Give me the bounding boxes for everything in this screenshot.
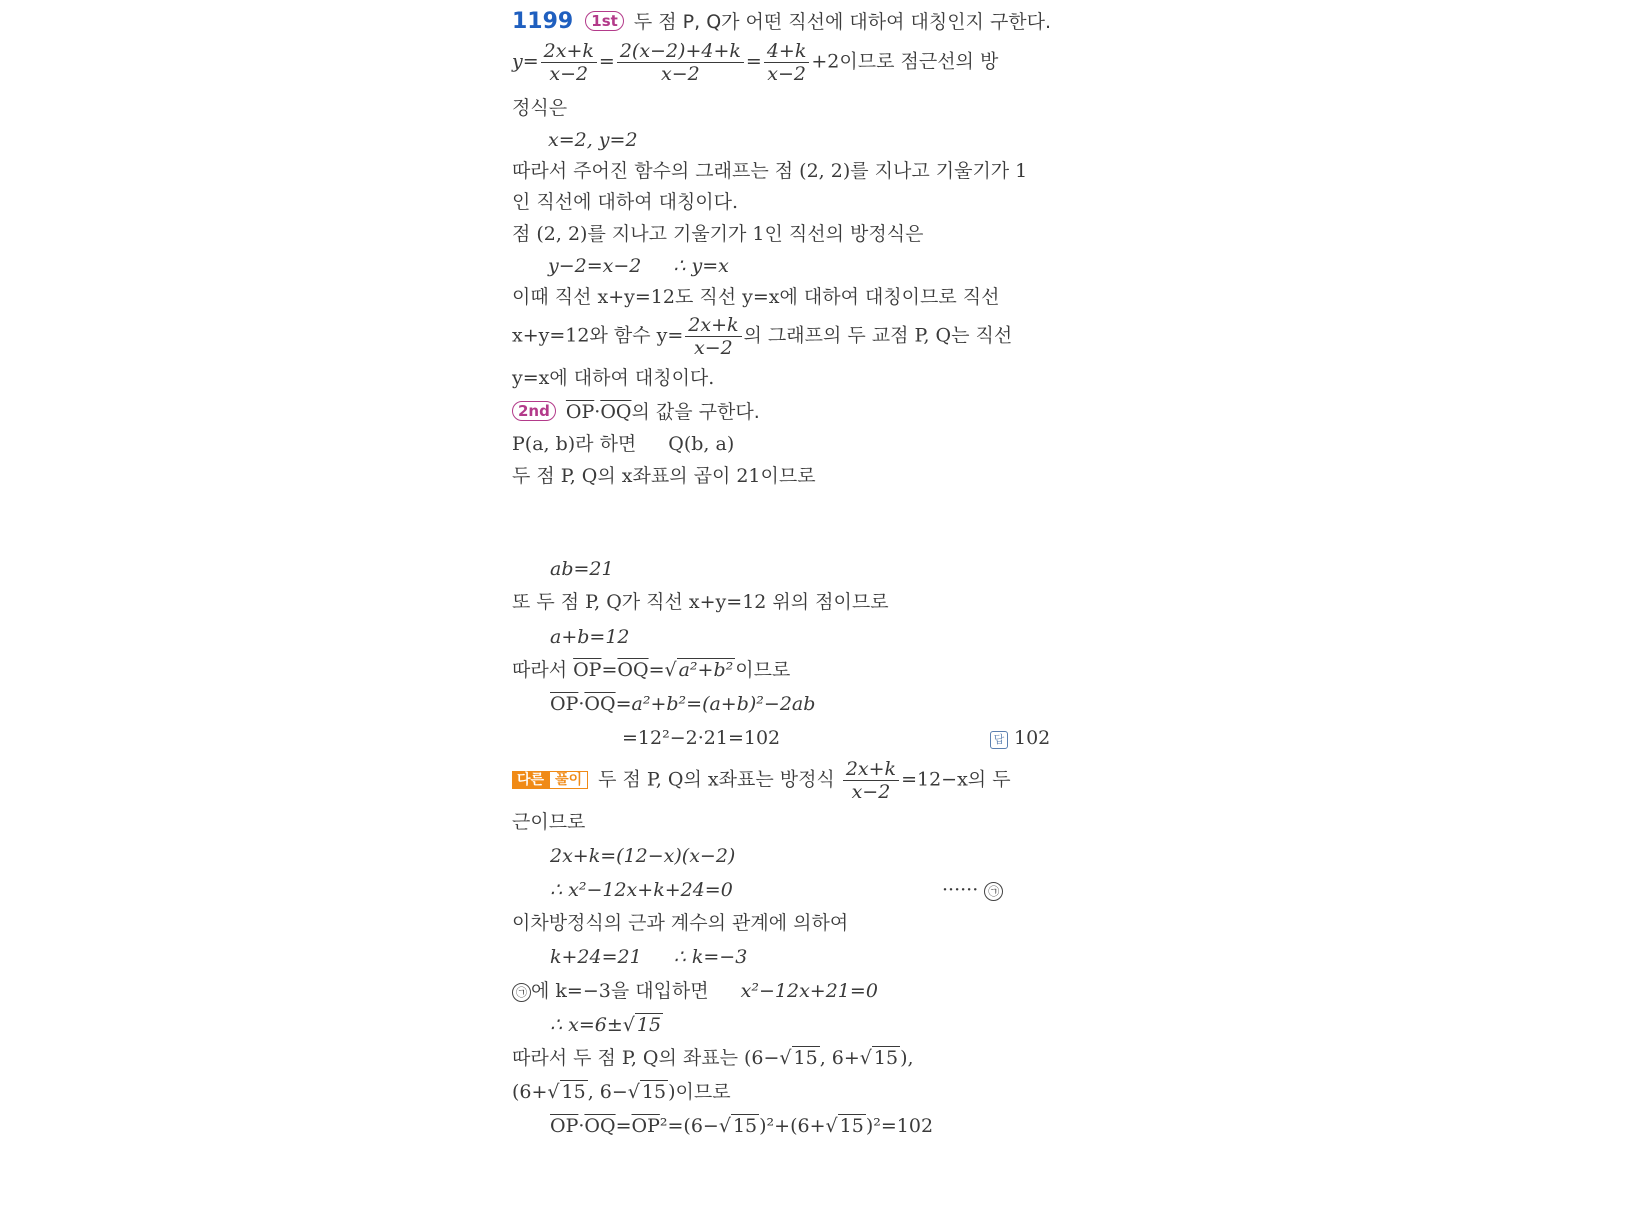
equation-line: y−2=x−2 ∴ y=x: [548, 255, 729, 277]
step2-title: 의 값을 구한다.: [631, 401, 760, 423]
text-line: x+y=12와 함수 y= $\frac{2x+k}{x-2}$ 의 그래프의 두 교점 P, Q는 직선: [512, 314, 1013, 359]
text-line: P(a, b)라 하면 Q(b, a): [512, 433, 735, 455]
equation-line: 2x+k=(12−x)(x−2): [550, 845, 736, 867]
text-line: y=x에 대하여 대칭이다.: [512, 367, 715, 389]
text-line: 따라서 두 점 P, Q의 좌표는 (6−√ 15 , 6+√ 15 ),: [512, 1047, 914, 1069]
text-line: 근이므로: [512, 811, 586, 833]
equation-line: ∴ x=6±√ 15: [550, 1014, 662, 1036]
alt-solution-header: 다른 풀이 두 점 P, Q의 x좌표는 방정식 $\frac{2x+k}{x-2}$ =12−x의 두: [512, 758, 1011, 803]
text-line: 이차방정식의 근과 계수의 관계에 의하여: [512, 912, 849, 934]
fraction-5: $\frac{2x+k}{x-2}$: [843, 758, 899, 803]
marker-symbol: ㉠: [984, 882, 1003, 901]
equation-line: x=2, y=2: [548, 129, 638, 151]
step1-header: [512, 10, 1051, 34]
text-line: 정식은: [512, 97, 568, 119]
text-line: (6+√ 15 , 6−√ 15 )이므로: [512, 1081, 731, 1103]
asymptote-line: y= $\frac{2x+k}{x-2}$ = $\frac{2(x-2)+4+k}{x-2}$ = $\frac{4+k}{x-2}$ +2이므로 점근선의 방: [512, 40, 999, 85]
text-line: 따라서 주어진 함수의 그래프는 점 (2, 2)를 지나고 기울기가 1: [512, 160, 1028, 182]
equation-line: =12²−2·21=102: [622, 727, 781, 749]
equation-line: a+b=12: [550, 626, 630, 648]
fraction-4: $\frac{2x+k}{x-2}$: [685, 314, 741, 359]
answer: [990, 726, 1050, 750]
text-line: ㉠ 에 k=−3을 대입하면 x²−12x+21=0: [512, 979, 878, 1003]
text-line: 또 두 점 P, Q가 직선 x+y=12 위의 점이므로: [512, 591, 889, 613]
text-line: 인 직선에 대하여 대칭이다.: [512, 191, 739, 213]
problem-number: 1199: [512, 9, 574, 34]
equation-line: ∴ x²−12x+k+24=0: [550, 879, 733, 901]
text-line: 따라서 $\overline{OP}=\overline{OQ}=√$ a²+b² 이므로: [512, 659, 791, 681]
equation-line: $\overline{OP}\cdot\overline{OQ}=a^2+b^2=(a+b)^2-2ab$: [550, 693, 816, 715]
equation-line: ab=21: [550, 558, 614, 580]
fraction-2: $\frac{2(x-2)+4+k}{x-2}$: [617, 40, 744, 85]
step1-title: 두 점 P, Q가 어떤 직선에 대하여 대칭인지 구한다.: [633, 11, 1052, 33]
answer-icon: 답: [990, 731, 1008, 749]
step2-header: 2nd $\overline{OP}\cdot\overline{OQ}$의 값을 구한다.: [512, 400, 760, 424]
text-line: 이때 직선 x+y=12도 직선 y=x에 대하여 대칭이므로 직선: [512, 286, 1000, 308]
step1-badge: 1st: [585, 11, 624, 31]
fraction-1: $\frac{2x+k}{x-2}$: [541, 40, 597, 85]
equation-marker: ······ ㉠: [942, 878, 1003, 902]
text-line: 두 점 P, Q의 x좌표의 곱이 21이므로: [512, 465, 816, 487]
step2-badge: 2nd: [512, 401, 556, 421]
equation-line: k+24=21 ∴ k=−3: [550, 946, 748, 968]
text-line: 점 (2, 2)를 지나고 기울기가 1인 직선의 방정식은: [512, 223, 924, 245]
alt-solution-label: 다른 풀이: [512, 768, 588, 792]
answer-value: 102: [1014, 727, 1051, 749]
equation-line: $\overline{OP}\cdot\overline{OQ}=\overline{OP}^2=(6-√$ 15 )²+(6+√ 15 )²=102: [550, 1115, 934, 1137]
fraction-3: $\frac{4+k}{x-2}$: [764, 40, 810, 85]
